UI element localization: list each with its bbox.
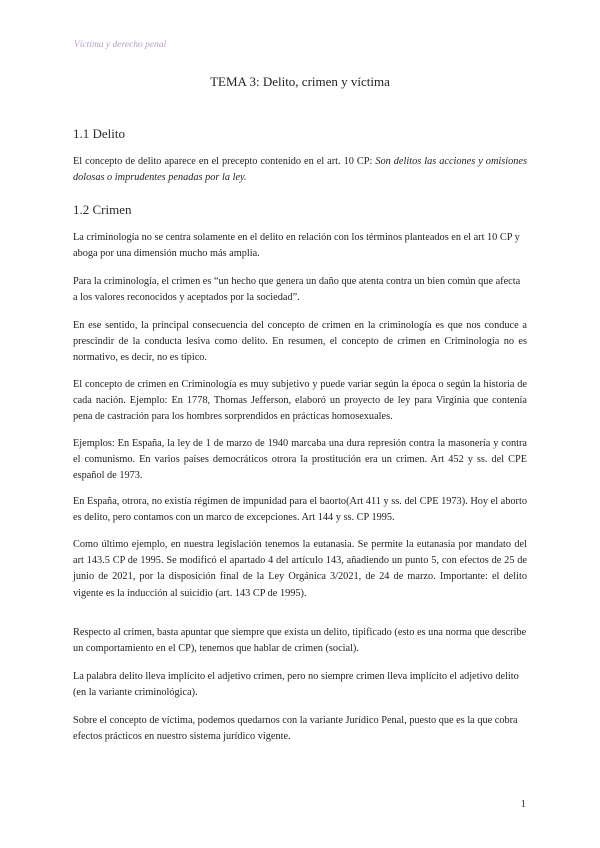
section-heading-crimen: 1.2 Crimen <box>73 202 132 217</box>
paragraph: Respecto al crimen, basta apuntar que siempre que exista un delito, tipificado (esto es una norma que describe un comportamiento en el CP), tenemos que hablar de crimen (social). <box>73 627 527 655</box>
paragraph-delito-text: El concepto de delito aparece en el precepto contenido en el art. 10 CP: <box>73 156 376 167</box>
paragraph: Para la criminología, el crimen es “un hecho que genera un daño que atenta contra un bien común que afecta a los valores reconocidos y aceptados por la sociedad”. <box>73 276 521 304</box>
paragraph: Sobre el concepto de víctima, podemos quedarnos con la variante Jurídico Penal, puesto que es la que cobra efectos prácticos en nuestro sistema jurídico vigente. <box>73 715 518 743</box>
paragraph: En España, otrora, no existía régimen de impunidad para el baorto(Art 411 y ss. del CPE 1973). Hoy el aborto es delito, pero contamos con un marco de excepciones. Art 144 y ss. CP 1995. <box>73 496 527 524</box>
document-title: TEMA 3: Delito, crimen y víctima <box>210 74 390 89</box>
paragraph: La criminología no se centra solamente en el delito en relación con los términos planteados en el art 10 CP y aboga por una dimensión mucho más amplia. <box>73 232 520 260</box>
paragraph: Ejemplos: En España, la ley de 1 de marzo de 1940 marcaba una dura represión contra la masonería y contra el comunismo. En varios países democráticos otrora la prostitución era un crimen. Art 452 y ss. del CPE español de 1973. <box>73 438 527 482</box>
paragraph-delito-quote: Son delitos las acciones y omisiones dolosas o imprudentes penadas por la ley. <box>73 156 527 184</box>
paragraph-delito-definition <box>73 154 527 186</box>
paragraph: Como último ejemplo, en nuestra legislación tenemos la eutanasia. Se permite la eutanasia por mandato del art 143.5 CP de 1995. Se modificó el apartado 4 del artículo 143, añadiendo un punto 5, con efectos de 25 de junio de 2021, por la disposición final de la Ley Orgánica 3/2021, de 24 de marzo. Importante: el delito vigente es la inducción al suicidio (art. 143 CP de 1995). <box>73 539 527 599</box>
section-heading-delito: 1.1 Delito <box>73 126 125 141</box>
paragraph: El concepto de crimen en Criminología es muy subjetivo y puede variar según la época o según la historia de cada nación. Ejemplo: En 1778, Thomas Jefferson, elaboró un proyecto de ley para Virginia que contenía pena de castración para los hombres sorprendidos en prácticas homosexuales. <box>73 379 527 423</box>
paragraph: En ese sentido, la principal consecuencia del concepto de crimen en la criminología es que nos conduce a prescindir de la conducta lesiva como delito. En resumen, el concepto de crimen en Criminología no es normativo, es decir, no es típico. <box>73 320 527 364</box>
paragraph: La palabra delito lleva implícito el adjetivo crimen, pero no siempre crimen lleva implícito el adjetivo delito (en la variante criminológica). <box>73 671 519 699</box>
page-number: 1 <box>520 798 526 810</box>
running-header: Víctima y derecho penal <box>74 40 167 50</box>
